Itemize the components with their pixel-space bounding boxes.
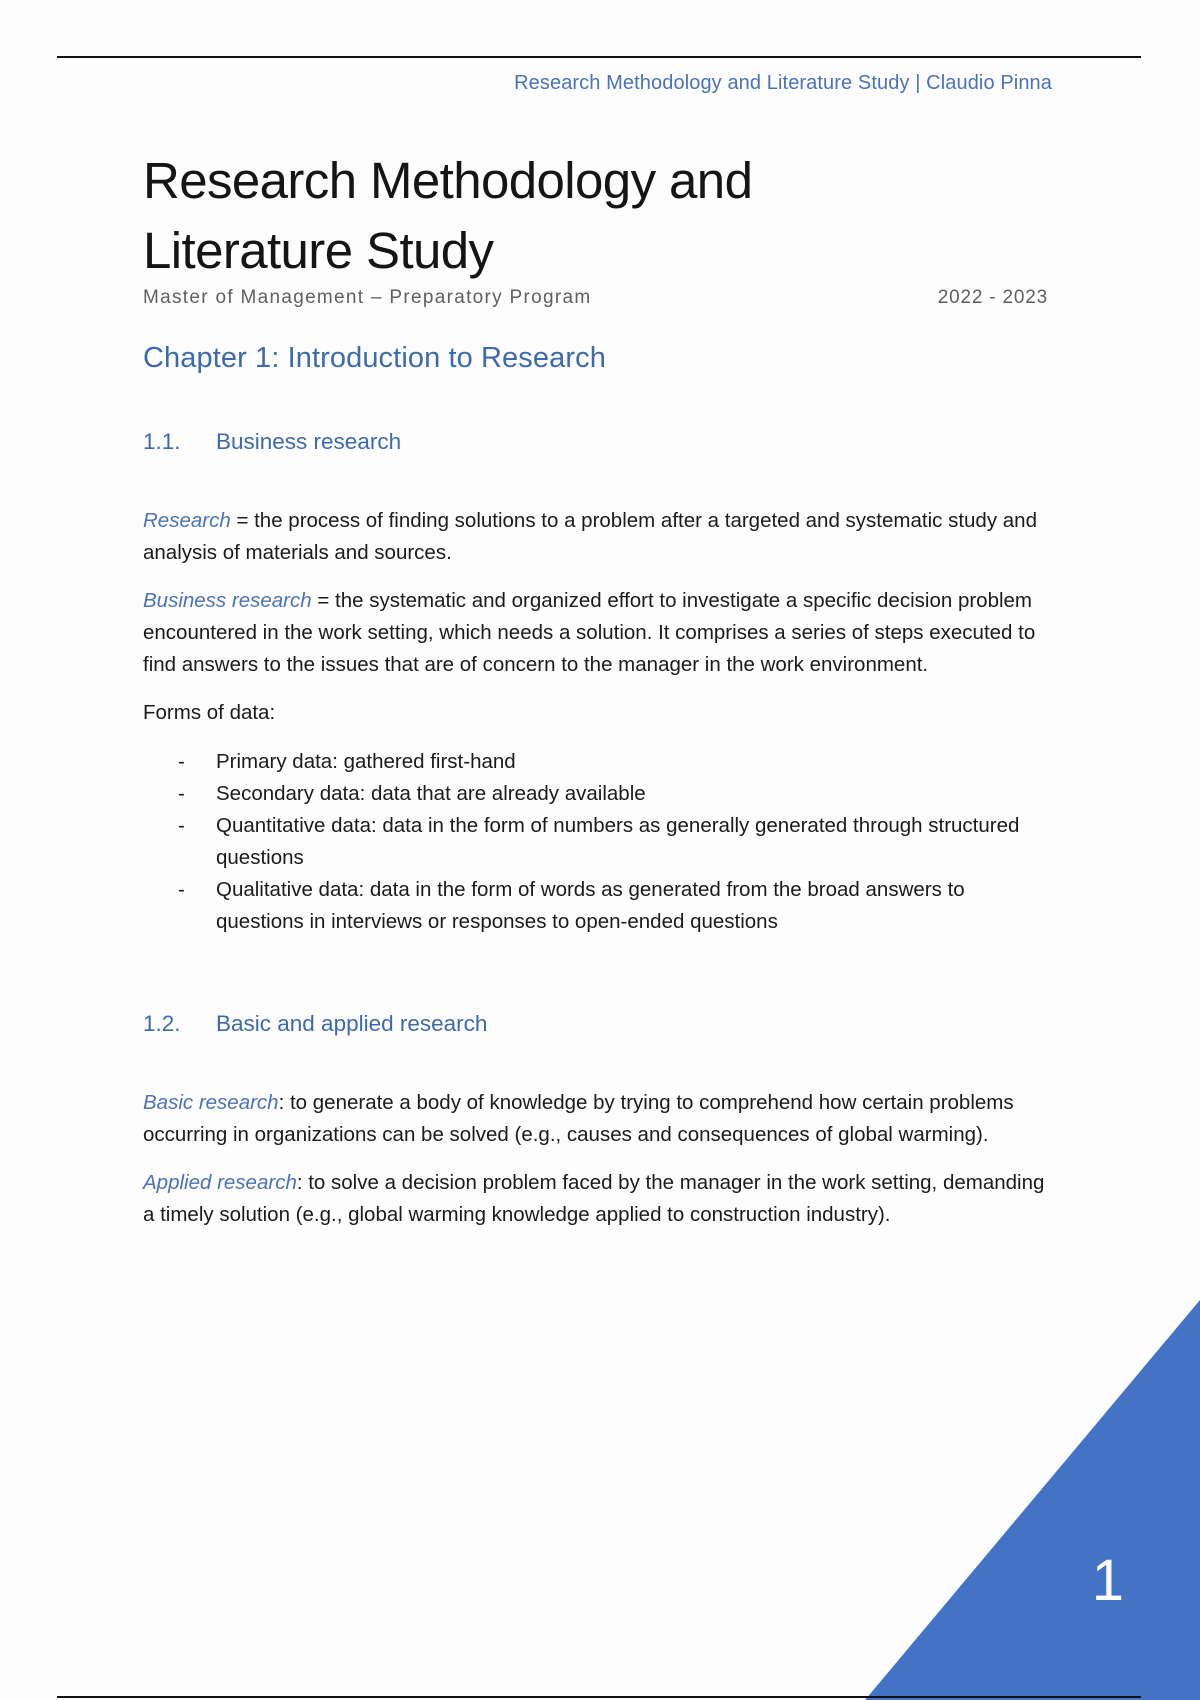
- bottom-rule: [57, 1696, 1141, 1698]
- running-header: Research Methodology and Literature Study | Claudio Pinna: [514, 72, 1052, 94]
- document-title: [143, 146, 1048, 286]
- section-number: 1.1.: [143, 429, 181, 454]
- subtitle-row: [143, 287, 1048, 309]
- list-item: [143, 810, 1048, 874]
- definition-text: : to solve a decision problem faced by the manager in the work setting, demanding a timely solution (e.g., global warming knowledge applied to construction industry).: [143, 1171, 1045, 1226]
- section-heading-1-1: [143, 429, 1048, 455]
- bullet-dash: -: [178, 814, 185, 837]
- definition-text: : to generate a body of knowledge by trying to comprehend how certain problems occurring in organizations can be solved (e.g., causes and consequences of global warming).: [143, 1091, 1014, 1146]
- bullet-dash: -: [178, 782, 185, 805]
- list-item-text: Secondary data: data that are already available: [216, 782, 646, 805]
- term-business-research: Business research: [143, 589, 312, 612]
- list-item: [143, 874, 1048, 938]
- term-basic-research: Basic research: [143, 1091, 279, 1114]
- program-name: Master of Management – Preparatory Program: [143, 287, 592, 308]
- top-rule: [57, 56, 1141, 58]
- term-research: Research: [143, 509, 231, 532]
- chapter-heading: Chapter 1: Introduction to Research: [143, 342, 606, 374]
- section-heading-1-2: [143, 1011, 1048, 1037]
- definition-text: = the systematic and organized effort to investigate a specific decision problem encountered in the work setting, which needs a solution. It comprises a series of steps executed to find answers to the issues that are of concern to the manager in the work environment.: [143, 589, 1036, 676]
- academic-years: 2022 - 2023: [937, 287, 1048, 308]
- bullet-dash: -: [178, 878, 185, 901]
- list-item-text: Qualitative data: data in the form of words as generated from the broad answers to questions in interviews or responses to open-ended questions: [216, 878, 965, 933]
- corner-triangle: [800, 1300, 1200, 1700]
- definition-research: [143, 505, 1048, 569]
- bullet-dash: -: [178, 750, 185, 773]
- definition-text: = the process of finding solutions to a problem after a targeted and systematic study and analysis of materials and sources.: [143, 509, 1037, 564]
- list-item-text: Quantitative data: data in the form of numbers as generally generated through structured questions: [216, 814, 1020, 869]
- page-content: [143, 146, 1048, 1231]
- forms-of-data-list: [143, 746, 1048, 938]
- section-title: Business research: [216, 429, 402, 454]
- list-item: [143, 778, 1048, 810]
- forms-of-data-label: Forms of data:: [143, 701, 276, 724]
- term-applied-research: Applied research: [143, 1171, 297, 1194]
- list-item: [143, 746, 1048, 778]
- list-item-text: Primary data: gathered first-hand: [216, 750, 516, 773]
- title-line-2: Literature Study: [143, 222, 494, 279]
- definition-applied-research: [143, 1167, 1048, 1231]
- page-number: 1: [1091, 1548, 1124, 1613]
- corner-triangle-shape: [865, 1300, 1200, 1700]
- definition-basic-research: [143, 1087, 1048, 1151]
- section-title: Basic and applied research: [216, 1011, 488, 1036]
- definition-business-research: [143, 585, 1048, 681]
- section-number: 1.2.: [143, 1011, 181, 1036]
- title-line-1: Research Methodology and: [143, 152, 753, 209]
